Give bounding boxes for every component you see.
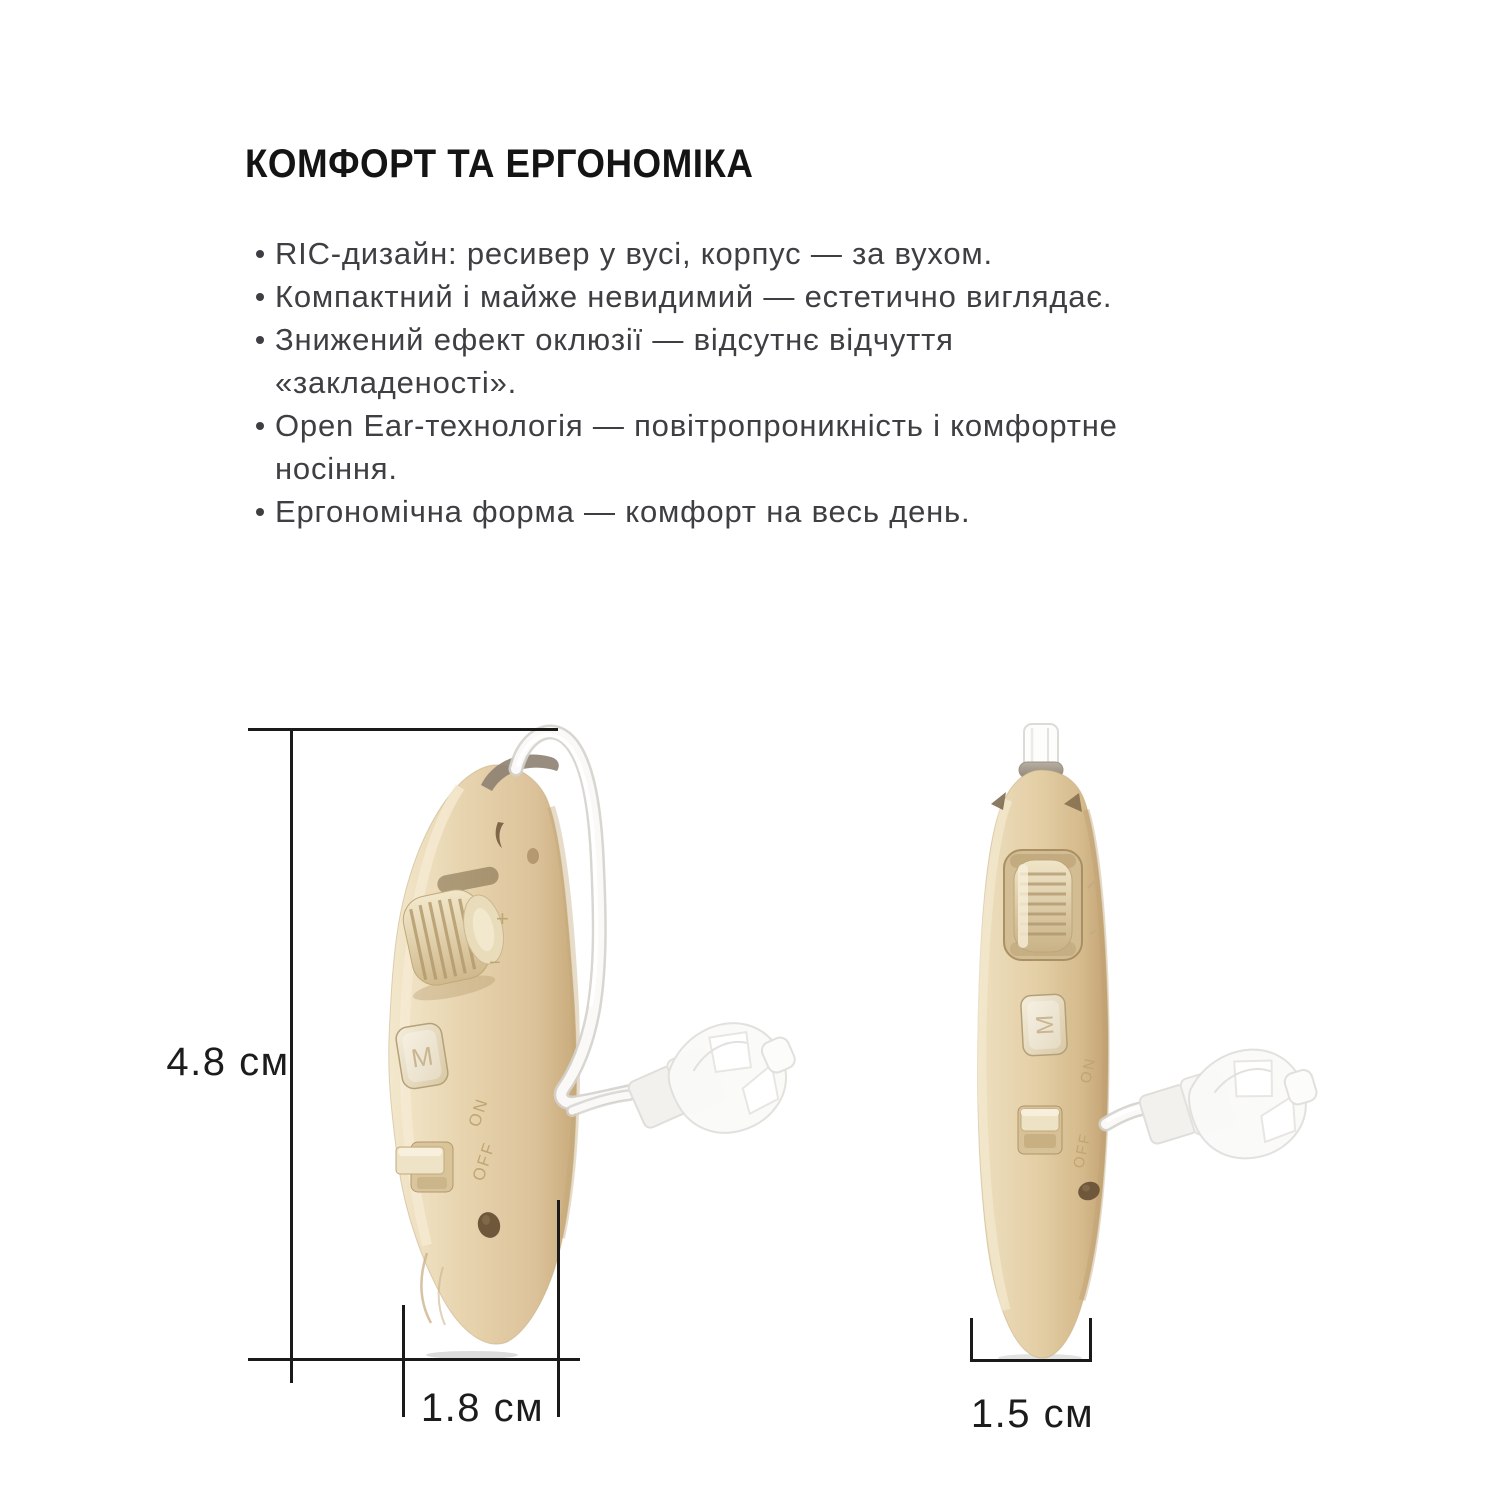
screw-hole-highlight — [482, 1215, 490, 1225]
mode-button-label: M — [409, 1040, 436, 1074]
off-mark: OFF — [468, 1139, 500, 1184]
dimension-bracket-right — [1089, 1318, 1092, 1362]
feature-line: носіння. — [275, 451, 398, 486]
page-title: КОМФОРТ ТА ЕРГОНОМІКА — [245, 142, 754, 186]
mode-button-label: M — [1031, 1014, 1060, 1036]
feature-line: RIC-дизайн: ресивер у вусі, корпус — за вухом. — [275, 236, 993, 271]
hearing-aid-photo-right — [940, 700, 1340, 1380]
feature-line: «закладеності». — [275, 365, 518, 400]
ear-dome — [654, 1001, 805, 1150]
dimension-line-top — [248, 728, 558, 731]
dimension-bracket-bottom — [970, 1359, 1092, 1362]
power-slider — [1018, 1106, 1062, 1154]
mode-button — [1020, 994, 1067, 1056]
feature-line: Ергономічна форма — комфорт на весь день. — [275, 494, 971, 529]
width-left-dimension-label: 1.8 см — [420, 1386, 545, 1430]
height-dimension-label: 4.8 см — [166, 1040, 290, 1084]
mic-hole — [527, 848, 539, 864]
width-right-dimension-label: 1.5 см — [970, 1392, 1095, 1436]
off-mark: OFF — [1070, 1131, 1095, 1170]
dimension-bracket-left — [970, 1318, 973, 1362]
on-mark: ON — [464, 1095, 492, 1130]
feature-line: Open Ear-технологія — повітропроникність і комфортне — [275, 408, 1118, 443]
dimension-tick-width-left-b — [557, 1200, 560, 1417]
volume-plus-mark: + — [496, 906, 511, 931]
ear-dome — [1178, 1033, 1330, 1173]
feature-line: Компактний і майже невидимий — естетично виглядає. — [275, 279, 1113, 314]
on-mark: ON — [1077, 1055, 1100, 1085]
volume-wheel — [1004, 850, 1082, 960]
feature-line: Знижений ефект оклюзії — відсутнє відчуття — [275, 322, 954, 357]
screw-hole-highlight — [1082, 1185, 1090, 1192]
mode-button — [394, 1022, 449, 1090]
dimension-line-bottom — [248, 1358, 580, 1361]
volume-minus-mark: − — [489, 952, 503, 974]
hearing-aid-photo-left — [365, 705, 805, 1385]
